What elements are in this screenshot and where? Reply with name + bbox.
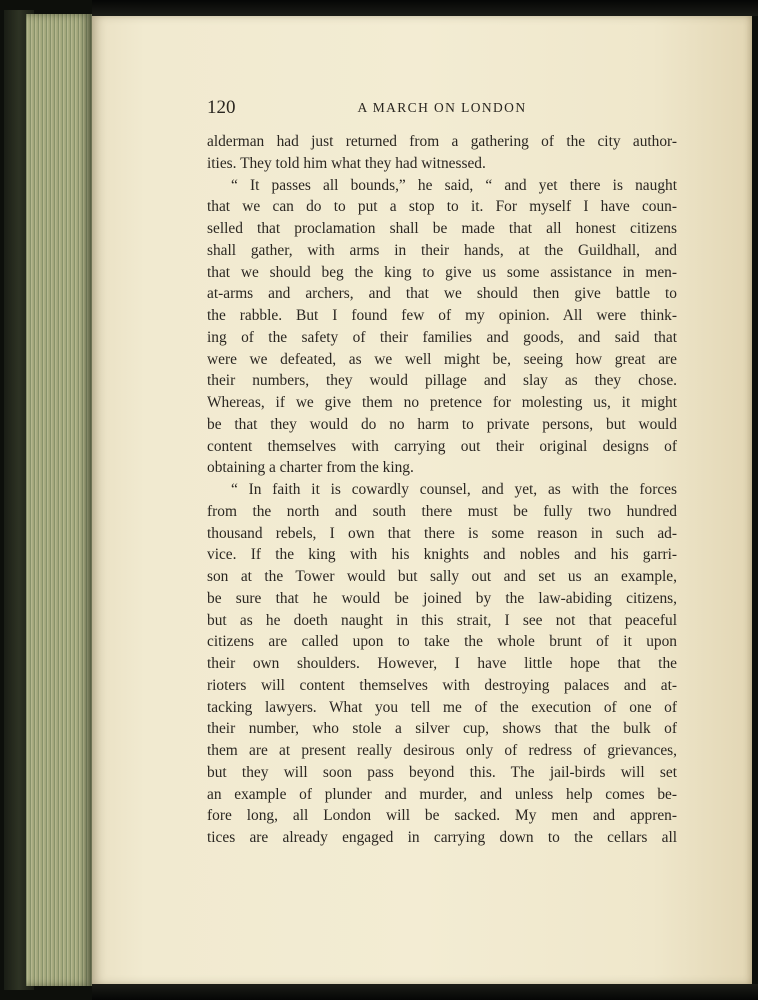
text-line: their numbers, they would pillage and slay as they chose. — [207, 372, 677, 390]
text-line: son at the Tower would but sally out and set us an example, — [207, 568, 677, 585]
text-line: that we should beg the king to give us some assistance in men- — [207, 263, 677, 281]
text-line: be sure that he would be joined by the law-abiding citizens, — [207, 589, 677, 607]
text-line: thousand rebels, I own that there is some reason in such ad- — [207, 524, 677, 542]
text-line: obtaining a charter from the king. — [207, 459, 414, 477]
bottom-shadow — [92, 984, 758, 1000]
text-line: tices are already engaged in carrying down to the cellars all — [207, 829, 677, 846]
text-line: their number, who stole a silver cup, shows that the bulk of — [207, 720, 677, 738]
text-line: fore long, all London will be sacked. My men and appren- — [207, 807, 677, 825]
text-line: shall gather, with arms in their hands, at the Guildhall, and — [207, 241, 677, 259]
text-line: citizens are called upon to take the whole brunt of it upon — [207, 633, 677, 651]
text-line: but they will soon pass beyond this. The jail-birds will set — [207, 763, 677, 781]
text-line: content themselves with carrying out their original designs of — [207, 437, 677, 455]
text-line: alderman had just returned from a gathering of the city author- — [207, 133, 677, 150]
text-line: ing of the safety of their families and goods, and said that — [207, 328, 677, 346]
page-header — [207, 98, 677, 118]
text-line: them are at present really desirous only of redress of grievances, — [207, 742, 677, 759]
text-line: the rabble. But I found few of my opinion. All were think- — [207, 307, 677, 324]
text-line: an example of plunder and murder, and unless help comes be- — [207, 785, 677, 803]
text-line: rioters will content themselves with destroying palaces and at- — [207, 676, 677, 694]
text-line: be that they would do no harm to private persons, but would — [207, 415, 677, 433]
text-line: their own shoulders. However, I have little hope that the — [207, 655, 677, 672]
text-line: at-arms and archers, and that we should then give battle to — [207, 285, 677, 303]
text-line: vice. If the king with his knights and nobles and his garri- — [207, 546, 677, 564]
page-edges — [26, 14, 92, 986]
running-head: A MARCH ON LONDON — [357, 100, 527, 115]
text-line: were we defeated, as we well might be, seeing how great are — [207, 350, 677, 368]
page-number: 120 — [207, 97, 236, 118]
text-line: ities. They told him what they had witnessed. — [207, 154, 486, 172]
text-line: that we can do to put a stop to it. For myself I have coun- — [207, 198, 677, 216]
text-line: “ In faith it is cowardly counsel, and yet, as with the forces — [231, 481, 677, 498]
text-line: Whereas, if we give them no pretence for molesting us, it might — [207, 394, 677, 411]
text-line: from the north and south there must be fully two hundred — [207, 502, 677, 520]
text-line: but as he doeth naught in this strait, I see not that peaceful — [207, 611, 677, 629]
top-shadow — [92, 0, 758, 16]
text-line: “ It passes all bounds,” he said, “ and yet there is naught — [231, 176, 677, 194]
text-line: tacking lawyers. What you tell me of the execution of one of — [207, 698, 677, 716]
text-line: selled that proclamation shall be made that all honest citizens — [207, 220, 677, 237]
body-text — [207, 131, 677, 849]
